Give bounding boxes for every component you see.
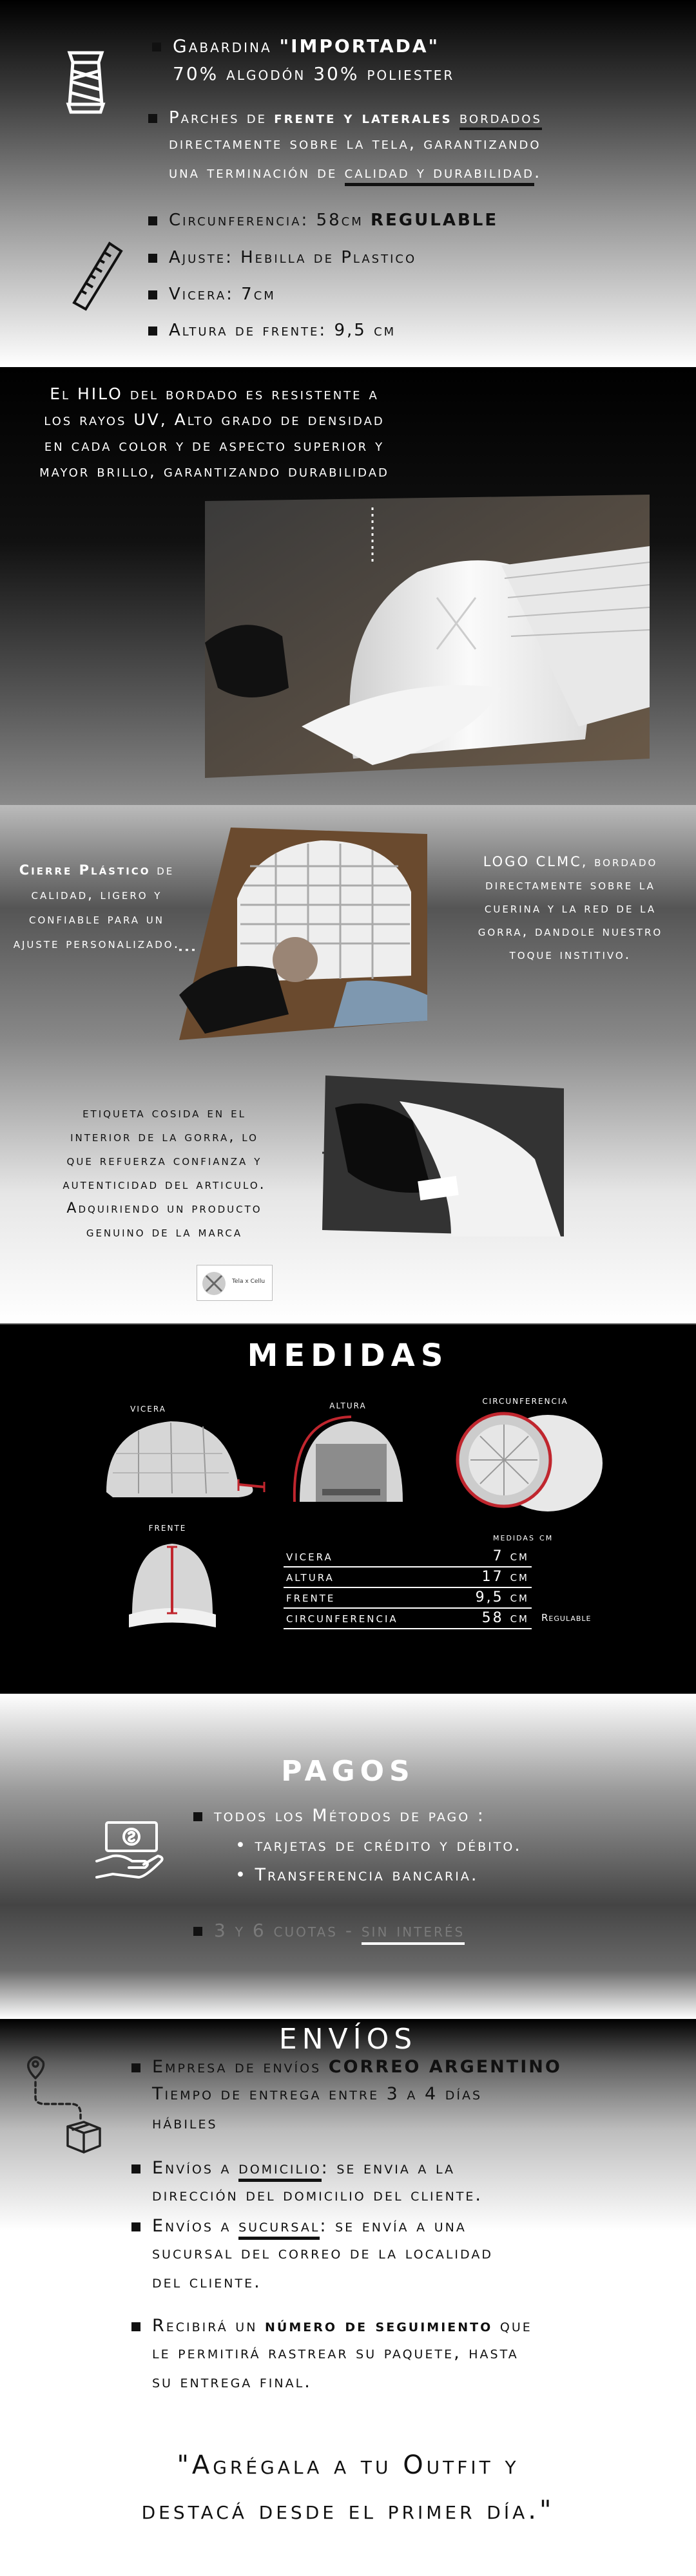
closure-photo xyxy=(179,828,427,1040)
frente-label: frente xyxy=(148,1521,187,1534)
embroidery-section xyxy=(0,367,696,805)
medida-row: vicera 7 cm xyxy=(284,1547,532,1567)
spec-ajuste: Ajuste: Hebilla de Plastico xyxy=(169,245,416,270)
payment-cards: • tarjetas de crédito y débito. xyxy=(235,1835,522,1855)
material-composition: 70% algodón 30% poliester xyxy=(173,63,455,84)
patches-line-1: Parches de frente y laterales bordados xyxy=(169,105,542,131)
envios-tiempo: Tiempo de entrega entre 3 a 4 días xyxy=(152,2084,483,2104)
cap-front-diagram xyxy=(126,1537,219,1640)
brand-tag xyxy=(197,1265,273,1301)
pagos-title: PAGOS xyxy=(281,1755,415,1788)
envios-domicilio: Envíos a domicilio: se envia a la xyxy=(152,2155,455,2181)
medidas-header: medidas cm xyxy=(493,1531,554,1543)
envios-domicilio-detail: dirección del domicilio del cliente. xyxy=(152,2185,483,2205)
vicera-label: vicera xyxy=(130,1402,166,1415)
delivery-route-icon xyxy=(23,2052,106,2159)
embroidered-cap-photo xyxy=(205,495,650,778)
closure-description: Cierre Plástico de calidad, ligero y confiable para un ajuste personalizado. xyxy=(13,862,180,951)
envios-empresa: Empresa de envíos CORREO ARGENTINO xyxy=(152,2054,562,2080)
medida-row: frente 9,5 cm xyxy=(284,1588,532,1609)
closing-line-2: destacá desde el primer día." xyxy=(141,2496,555,2525)
envios-seguimiento-detail: le permitirá rastrear su paquete, hasta xyxy=(152,2343,519,2363)
envios-sucursal-detail: sucursal del correo de la localidad xyxy=(152,2243,493,2263)
ruler-icon xyxy=(64,238,126,312)
envios-seguimiento: Recibirá un número de seguimiento que xyxy=(152,2313,532,2339)
payment-transfer: • Transferencia bancaria. xyxy=(235,1865,479,1885)
details-section xyxy=(0,805,696,1323)
materials-section xyxy=(0,0,696,367)
spec-circunferencia: Circunferencia: 58cm REGULABLE xyxy=(169,207,498,233)
spec-altura: Altura de frente: 9,5 cm xyxy=(169,317,396,343)
spec-visera: Vicera: 7cm xyxy=(169,281,276,307)
envios-section xyxy=(0,2019,696,2576)
brand-logo-icon xyxy=(200,1269,228,1298)
cap-back-diagram xyxy=(287,1412,416,1508)
patches-line-2: directamente sobre la tela, garantizando xyxy=(169,134,541,153)
medidas-section xyxy=(0,1323,696,1694)
cap-top-diagram xyxy=(451,1405,603,1518)
embroidery-description: El HILO del bordado es resistente a los rayos UV, Alto grado de densidad en cada color y de aspecto superior y mayor brillo, garantizando durabilidad xyxy=(39,384,389,480)
medida-row: altura 17 cm xyxy=(284,1567,532,1588)
envios-title: ENVÍOS xyxy=(278,2023,418,2056)
cap-side-diagram xyxy=(100,1415,271,1505)
medidas-title: MEDIDAS xyxy=(247,1338,449,1374)
payment-methods-line: todos los Métodos de pago : xyxy=(214,1803,485,1829)
thread-spool-icon xyxy=(63,46,108,117)
regulable-note: Regulable xyxy=(541,1612,592,1624)
envios-habiles: hábiles xyxy=(152,2113,218,2133)
material-line: Gabardina "IMPORTADA" xyxy=(173,33,440,59)
logo-description: LOGO CLMC, bordado directamente sobre la cuerina y la red de la gorra, dandole nuestro toque institivo. xyxy=(478,854,663,962)
closing-line-1: "Agrégala a tu Outfit y xyxy=(177,2450,519,2480)
medida-row: circunferencia 58 cm xyxy=(284,1609,532,1629)
circunferencia-label: circunferencia xyxy=(482,1394,568,1407)
altura-label: altura xyxy=(329,1399,367,1412)
pagos-section xyxy=(0,1694,696,2019)
patches-line-3: una terminación de calidad y durabilidad. xyxy=(169,163,541,182)
envios-entrega-final: su entrega final. xyxy=(152,2372,312,2392)
envios-sucursal: Envíos a sucursal: se envía a una xyxy=(152,2213,467,2239)
label-description: etiqueta cosida en el interior de la gorra, lo que refuerza confianza y autenticidad del articulo. Adquiriendo un producto genuino de la marca xyxy=(63,1105,266,1240)
tag-text: Tela x Cellu xyxy=(232,1278,266,1285)
cuotas-line: 3 y 6 cuotas - sin interés xyxy=(214,1918,465,1944)
envios-sucursal-cliente: del cliente. xyxy=(152,2272,262,2292)
inner-label-photo xyxy=(322,1075,564,1243)
payment-money-icon xyxy=(93,1816,168,1887)
